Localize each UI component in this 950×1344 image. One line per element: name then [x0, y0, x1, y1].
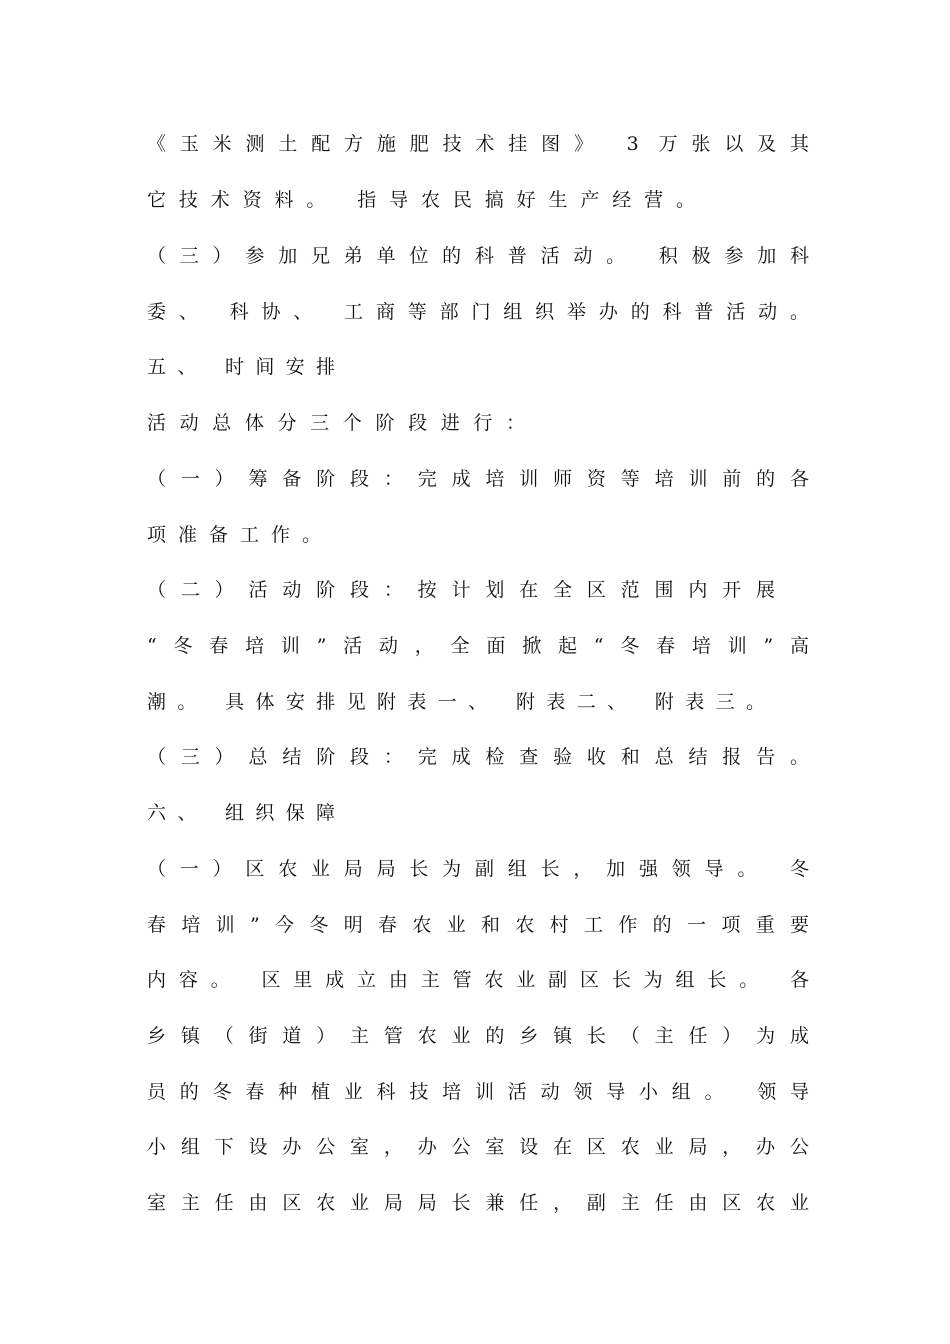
text-line: （一）筹备阶段：完成培训师资等培训前的各 [147, 468, 809, 490]
text-line: （二）活动阶段：按计划在全区范围内开展 [147, 579, 775, 601]
text-line: （三）总结阶段：完成检查验收和总结报告。 [147, 746, 809, 768]
text-line: 它技术资料。 指导农民搞好生产经营。 [147, 189, 695, 211]
text-line: 乡镇（街道）主管农业的乡镇长（主任）为成 [147, 1025, 809, 1047]
text-line: 潮。 具体安排见附表一、 附表二、 附表三。 [147, 691, 765, 713]
text-line: 项准备工作。 [147, 524, 321, 546]
text-line: 活动总体分三个阶段进行： [147, 412, 525, 434]
section-heading: 五、 时间安排 [147, 356, 335, 378]
text-line: 春培训”今冬明春农业和农村工作的一项重要 [147, 914, 809, 936]
text-line: （三）参加兄弟单位的科普活动。 积极参加科 [147, 245, 809, 267]
text-line: （一）区农业局局长为副组长，加强领导。 冬 [147, 858, 809, 880]
text-line: “冬春培训”活动，全面掀起“冬春培训”高 [147, 635, 809, 657]
text-line: 员的冬春种植业科技培训活动领导小组。 领导 [147, 1081, 809, 1103]
section-heading: 六、 组织保障 [147, 802, 335, 824]
text-line: 小组下设办公室，办公室设在区农业局，办公 [147, 1136, 809, 1158]
text-line: 委、 科协、 工商等部门组织举办的科普活动。 [147, 301, 809, 323]
text-line: 《玉米测土配方施肥技术挂图》 3 万张以及其 [147, 133, 809, 155]
text-line: 内容。 区里成立由主管农业副区长为组长。 各 [147, 969, 809, 991]
text-line: 室主任由区农业局局长兼任，副主任由区农业 [147, 1192, 809, 1214]
